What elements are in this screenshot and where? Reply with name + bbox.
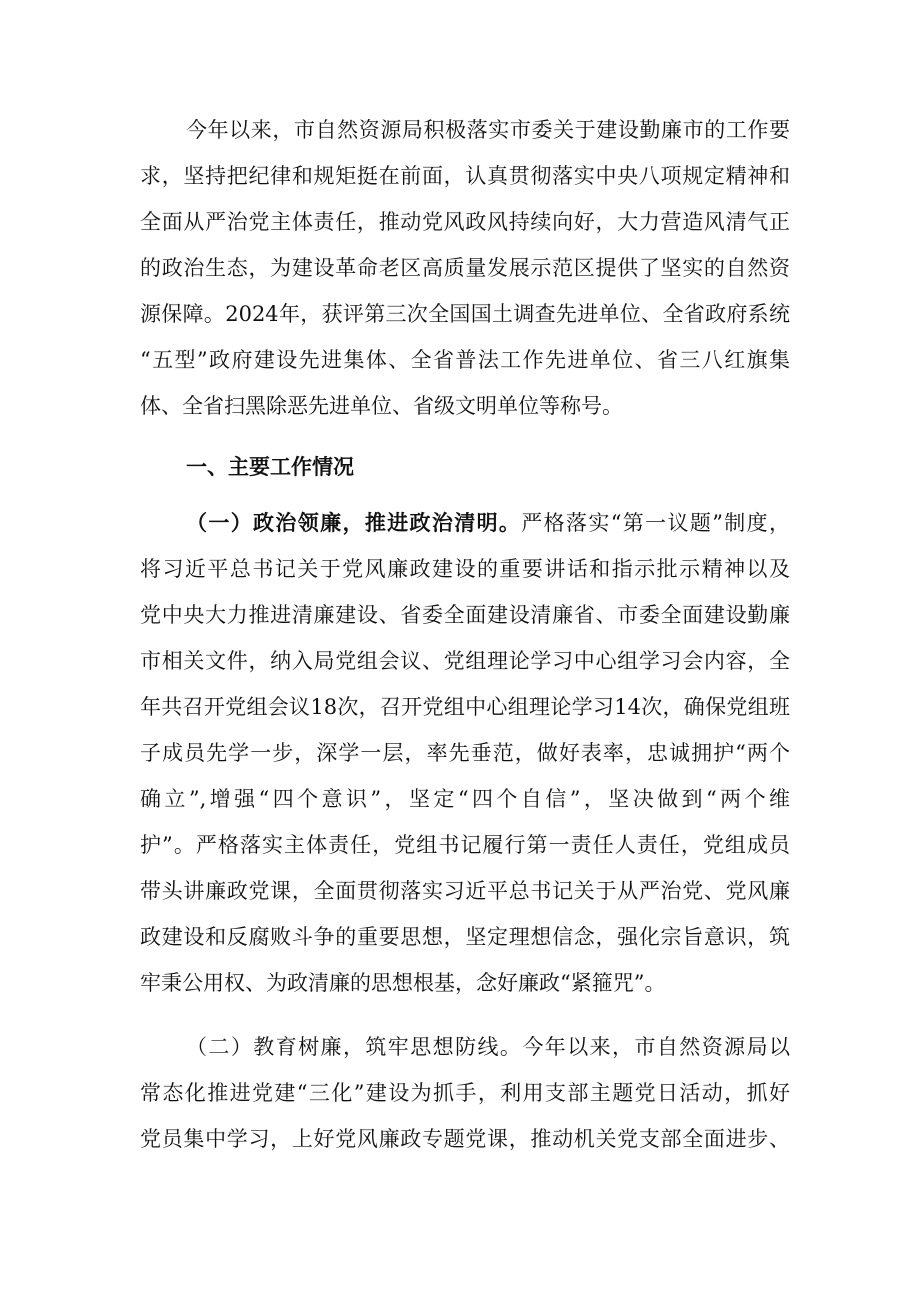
intro-line: 的政治生态，为建设革命老区高质量发展示范区提供了坚实的自然资 [140,256,790,280]
item1-line: 党中央大力推进清廉建设、省委全面建设清廉省、市委全面建设勤廉 [140,603,790,627]
item1-line: 确立”,增强“四个意识”，坚定“四个自信”，坚决做到“两个维 [140,787,790,811]
item2-line: 常态化推进党建“三化”建设为抓手，利用支部主题党日活动，抓好 [140,1081,790,1105]
item1-line: 子成员先学一步，深学一层，率先垂范，做好表率，忠诚拥护“两个 [140,741,790,765]
intro-line: “五型”政府建设先进集体、全省普法工作先进单位、省三八红旗集 [140,348,790,372]
section-heading: 一、主要工作情况 [186,454,354,479]
intro-line: 全面从严治党主体责任，推动党风政风持续向好，大力营造风清气正 [140,210,790,234]
item2-line: 党员集中学习，上好党风廉政专题党课，推动机关党支部全面进步、 [140,1127,790,1151]
item1-line: 护”。严格落实主体责任，党组书记履行第一责任人责任，党组成员 [140,833,790,857]
item1-text: 严格落实“第一议题”制度， [521,511,790,535]
item1-first-line [186,511,790,535]
item2-line: （二）教育树廉，筑牢思想防线。今年以来，市自然资源局以 [186,1035,790,1059]
item1-line: 年共召开党组会议18次，召开党组中心组理论学习14次，确保党组班 [140,695,790,719]
intro-line: 今年以来，市自然资源局积极落实市委关于建设勤廉市的工作要 [186,118,790,142]
intro-line: 源保障。2024年，获评第三次全国国土调查先进单位、全省政府系统 [140,302,790,326]
item1-line: 将习近平总书记关于党风廉政建设的重要讲话和指示批示精神以及 [140,557,790,581]
item1-line: 政建设和反腐败斗争的重要思想，坚定理想信念，强化宗旨意识，筑 [140,925,790,949]
item1-title: （一）政治领廉，推进政治清明。 [186,510,522,535]
intro-line: 体、全省扫黑除恶先进单位、省级文明单位等称号。 [140,394,623,418]
item1-line: 市相关文件，纳入局党组会议、党组理论学习中心组学习会内容，全 [140,649,790,673]
item1-line: 带头讲廉政党课，全面贯彻落实习近平总书记关于从严治党、党风廉 [140,879,790,903]
intro-line: 求，坚持把纪律和规矩挺在前面，认真贯彻落实中央八项规定精神和 [140,164,790,188]
item1-line: 牢秉公用权、为政清廉的思想根基，念好廉政“紧箍咒”。 [140,971,666,995]
